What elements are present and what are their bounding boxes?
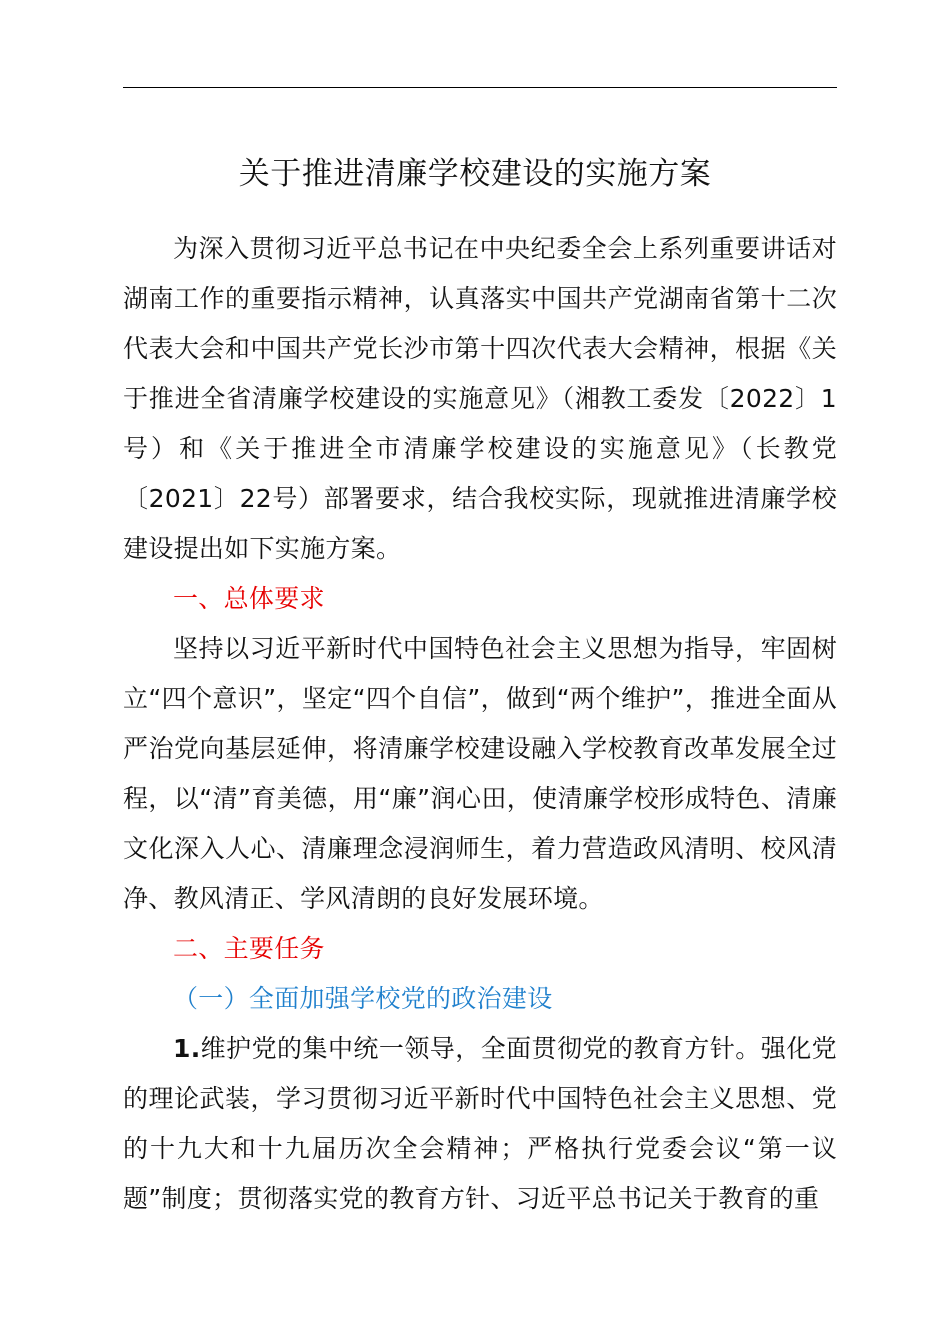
document-title: 关于推进清廉学校建设的实施方案 bbox=[238, 156, 712, 192]
item-1-text: 维护党的集中统一领导，全面贯彻党的教育方针。强化党的理论武装，学习贯彻习近平新时代中国特色社会主义思想、党的十九大和十九届历次全会精神；严格执行党委会议“第一议题”制度；贯彻落实党的教育方针、习近平总书记关于教育的重 bbox=[123, 1034, 837, 1213]
section-1-paragraph: 坚持以习近平新时代中国特色社会主义思想为指导，牢固树立“四个意识”，坚定“四个自信”，做到“两个维护”，推进全面从严治党向基层延伸，将清廉学校建设融入学校教育改革发展全过程，以“清”育美德，用“廉”润心田，使清廉学校形成特色、清廉文化深入人心、清廉理念浸润师生，着力营造政风清明、校风清净、教风清正、学风清朗的良好发展环境。 bbox=[123, 634, 837, 913]
header-rule bbox=[123, 87, 837, 88]
item-1-paragraph bbox=[123, 1024, 837, 1224]
section-2-heading: 二、主要任务 bbox=[173, 934, 325, 963]
item-1-number: 1. bbox=[173, 1034, 201, 1063]
document-body bbox=[123, 224, 837, 1224]
subsection-1-heading: （一）全面加强学校党的政治建设 bbox=[173, 984, 553, 1013]
section-1-heading: 一、总体要求 bbox=[173, 584, 325, 613]
intro-paragraph: 为深入贯彻习近平总书记在中央纪委全会上系列重要讲话对湖南工作的重要指示精神，认真落实中国共产党湖南省第十二次代表大会和中国共产党长沙市第十四次代表大会精神，根据《关于推进全省清廉学校建设的实施意见》（湘教工委发〔2022〕1号）和《关于推进全市清廉学校建设的实施意见》（长教党〔2021〕22号）部署要求，结合我校实际，现就推进清廉学校建设提出如下实施方案。 bbox=[123, 234, 837, 563]
